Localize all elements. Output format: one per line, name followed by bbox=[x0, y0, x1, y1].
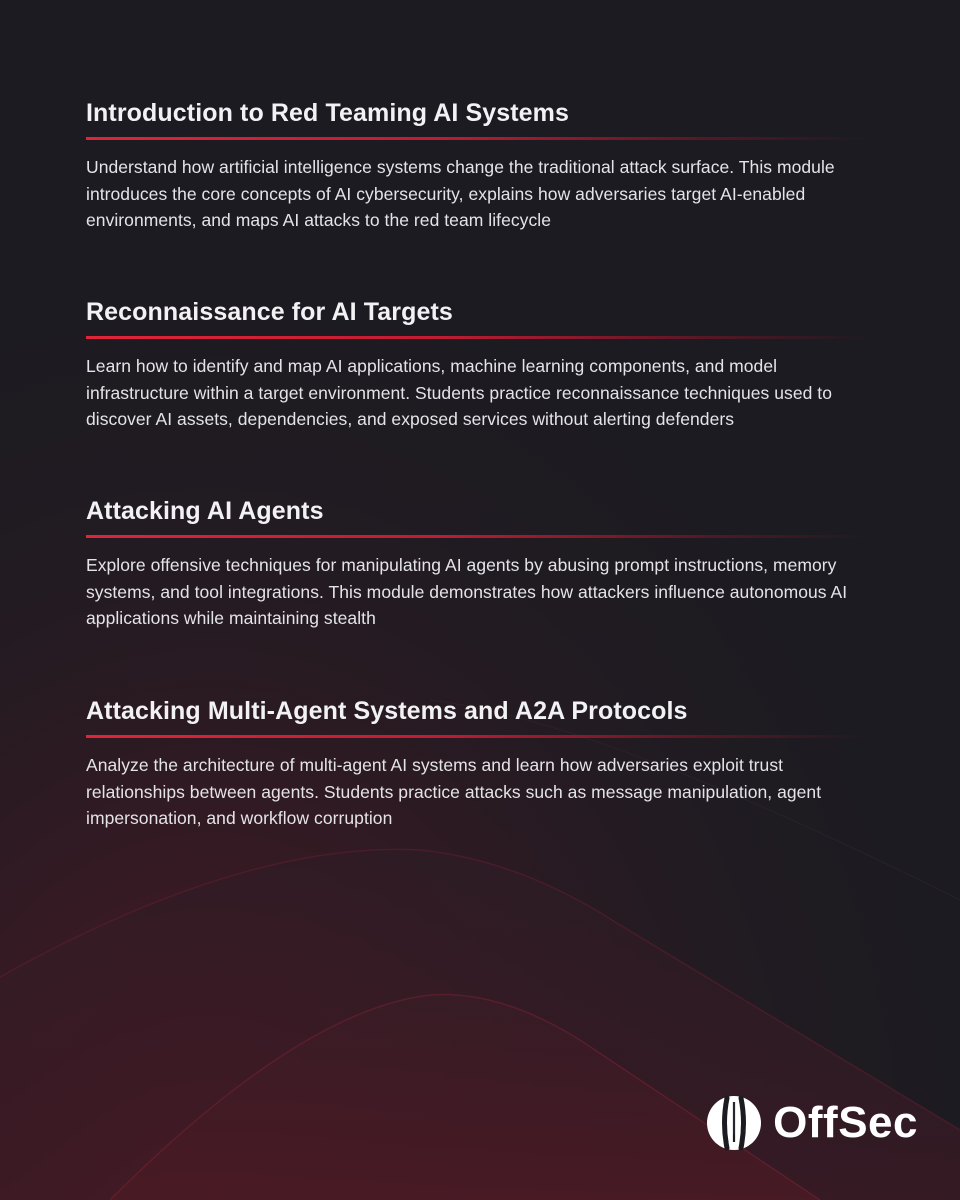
brand-name: OffSec bbox=[773, 1098, 918, 1147]
module-attacking-agents bbox=[86, 494, 876, 632]
title-underline bbox=[86, 336, 866, 339]
title-underline bbox=[86, 735, 866, 738]
module-title: Attacking Multi-Agent Systems and A2A Protocols bbox=[86, 697, 688, 725]
title-underline bbox=[86, 535, 866, 538]
module-description: Understand how artificial intelligence systems change the traditional attack surface. This module introduces the core concepts of AI cybersecurity, explains how adversaries target AI-enabled environments, and maps AI attacks to the red team lifecycle bbox=[86, 157, 835, 230]
title-underline bbox=[86, 137, 866, 140]
offsec-logo-icon bbox=[705, 1094, 763, 1152]
module-description: Explore offensive techniques for manipulating AI agents by abusing prompt instructions, memory systems, and tool integrations. This module demonstrates how attackers influence autonomous AI applications while maintaining stealth bbox=[86, 555, 848, 628]
module-title: Introduction to Red Teaming AI Systems bbox=[86, 99, 570, 127]
module-reconnaissance bbox=[86, 295, 876, 433]
module-multi-agent bbox=[86, 694, 876, 832]
module-title: Reconnaissance for AI Targets bbox=[86, 298, 453, 326]
module-description: Learn how to identify and map AI applications, machine learning components, and model infrastructure within a target environment. Students practice reconnaissance techniques used to discover AI assets, dependencies, and exposed services without alerting defenders bbox=[86, 356, 832, 429]
module-intro bbox=[86, 96, 876, 234]
module-title: Attacking AI Agents bbox=[86, 497, 324, 525]
module-description: Analyze the architecture of multi-agent AI systems and learn how adversaries exploit trust relationships between agents. Students practice attacks such as message manipulation, agent impersonation, and workflow corruption bbox=[86, 755, 822, 828]
brand-logo bbox=[705, 1094, 918, 1152]
